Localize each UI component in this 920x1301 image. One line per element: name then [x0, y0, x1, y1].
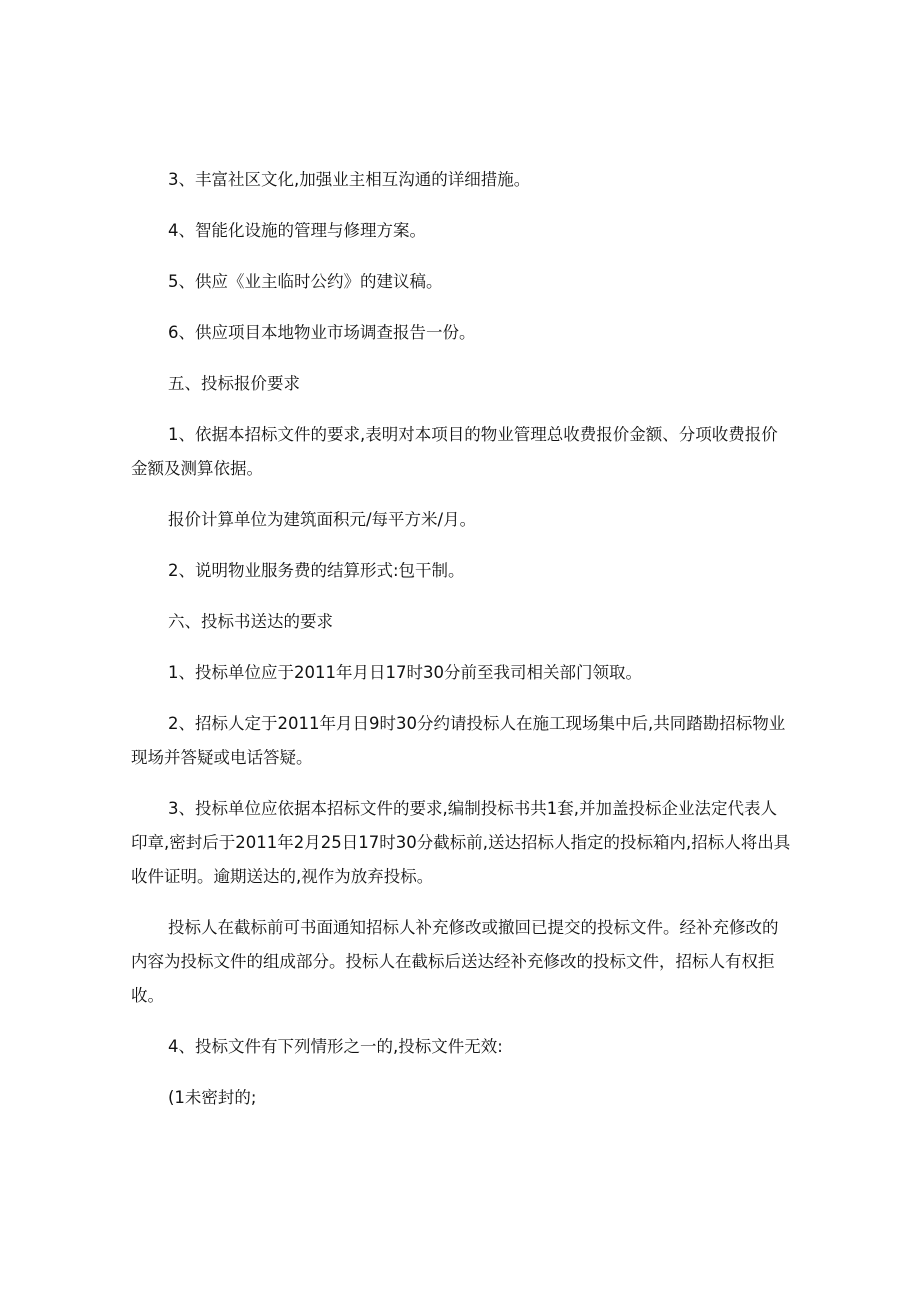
section-heading-6-bid-delivery: 六、投标书送达的要求 — [168, 612, 333, 631]
paragraph-item-5-owners-convention: 5、供应《业主临时公约》的建议稿。 — [168, 272, 443, 291]
paragraph-quotation-2: 2、说明物业服务费的结算形式:包干制。 — [168, 561, 465, 580]
paragraph-item-6-market-report: 6、供应项目本地物业市场调查报告一份。 — [168, 323, 476, 342]
paragraph-delivery-amendment: 投标人在截标前可书面通知招标人补充修改或撤回已提交的投标文件。经补充修改的内容为投标文件的组成部分。投标人在截标后送达经补充修改的投标文件，招标人有权拒收。 — [131, 918, 779, 1005]
paragraph-item-4-smart-facilities: 4、智能化设施的管理与修理方案。 — [168, 221, 426, 240]
paragraph-invalid-case-1: (1未密封的; — [168, 1088, 257, 1107]
paragraph-delivery-3: 3、投标单位应依据本招标文件的要求,编制投标书共1套,并加盖投标企业法定代表人印章,密封后于2011年2月25日17时30分截标前,送达招标人指定的投标箱内,招标人将出具收件证明。逾期送达的,视作为放弃投标。 — [131, 799, 791, 886]
paragraph-delivery-1: 1、投标单位应于2011年月日17时30分前至我司相关部门领取。 — [168, 663, 642, 682]
paragraph-quotation-unit: 报价计算单位为建筑面积元/每平方米/月。 — [168, 510, 477, 529]
paragraph-item-3-community-culture: 3、丰富社区文化,加强业主相互沟通的详细措施。 — [168, 170, 531, 189]
paragraph-quotation-1: 1、依据本招标文件的要求,表明对本项目的物业管理总收费报价金额、分项收费报价金额及测算依据。 — [131, 425, 778, 478]
paragraph-delivery-4: 4、投标文件有下列情形之一的,投标文件无效: — [168, 1037, 503, 1056]
section-heading-5-bid-quotation: 五、投标报价要求 — [168, 374, 300, 393]
paragraph-delivery-2: 2、招标人定于2011年月日9时30分约请投标人在施工现场集中后,共同踏勘招标物业现场并答疑或电话答疑。 — [131, 714, 786, 767]
